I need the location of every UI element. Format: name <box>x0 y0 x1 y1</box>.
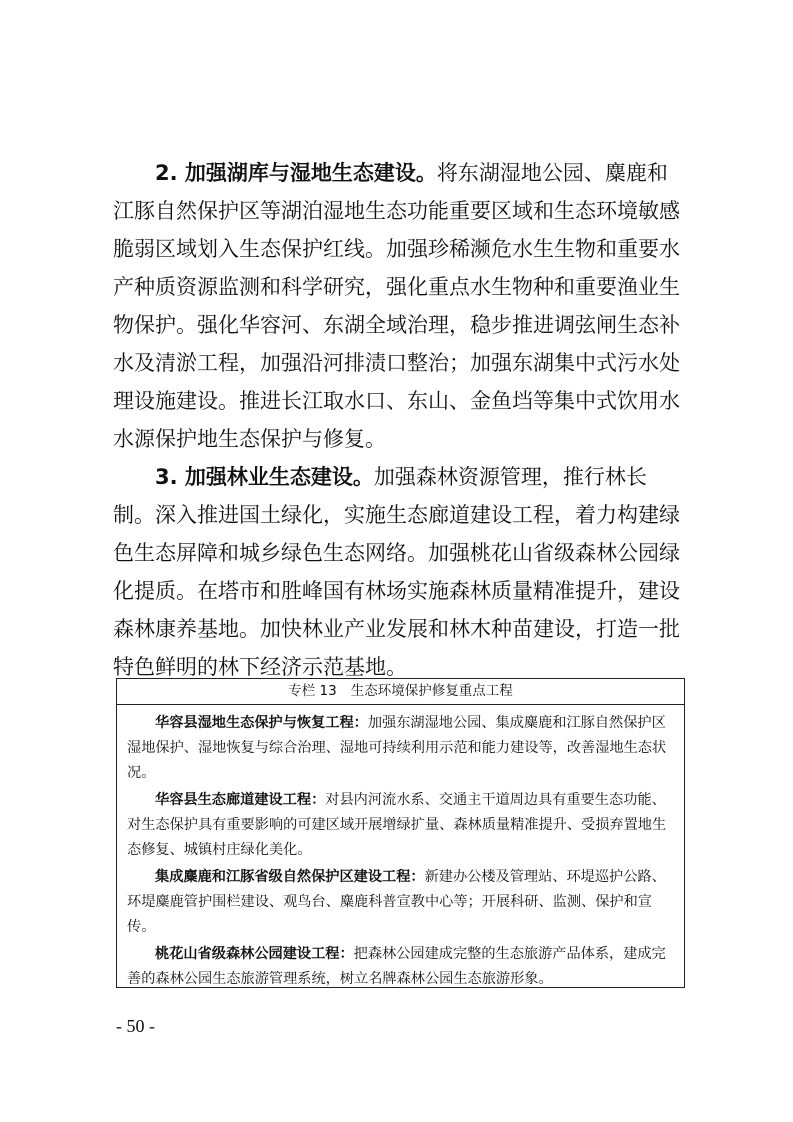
page-number: - 50 - <box>116 1016 155 1036</box>
paragraph-heading: 3. 加强林业生态建设。 <box>155 465 374 489</box>
project-item <box>127 711 674 786</box>
project-label: 桃花山省级森林公园建设工程： <box>155 946 354 962</box>
paragraph-text: 将东湖湿地公园、麋鹿和江豚自然保护区等湖泊湿地生态功能重要区域和生态环境敏感脆弱区域划入生态保护红线。加强珍稀濒危水生生物和重要水产种质资源监测和科学研究，强化重点水生物种和重要渔业生物保护。强化华容河、东湖全域治理，稳步推进调弦闸生态补水及清淤工程，加强沿河排渍口整治；加强东湖集中式污水处理设施建设。推进长江取水口、东山、金鱼垱等集中式饮用水水源保护地生态保护与修复。 <box>113 161 680 451</box>
project-text: 加强东湖湿地公园、集成麋鹿和江豚自然保护区湿地保护、湿地恢复与综合治理、湿地可持续利用示范和能力建设等，改善湿地生态状况。 <box>127 715 667 781</box>
project-item <box>127 788 674 863</box>
paragraph-text: 加强森林资源管理，推行林长制。深入推进国土绿化，实施生态廊道建设工程，着力构建绿色生态屏障和城乡绿色生态网络。加强桃花山省级森林公园绿化提质。在塔市和胜峰国有林场实施森林质量精准提升，建设森林康养基地。加快林业产业发展和林木种苗建设，打造一批特色鲜明的林下经济示范基地。 <box>113 465 680 679</box>
project-label: 华容县湿地生态保护与恢复工程： <box>155 715 368 731</box>
column-box-title <box>117 679 684 705</box>
column-title: 生态环境保护修复重点工程 <box>350 683 513 699</box>
project-item <box>127 865 674 940</box>
project-item <box>127 942 674 992</box>
project-text: 新建办公楼及管理站、环堤巡护公路、环堤麋鹿管护围栏建设、观鸟台、麋鹿科普宣教中心等；开展科研、监测、保护和宣传。 <box>127 869 666 935</box>
paragraph-heading: 2. 加强湖库与湿地生态建设。 <box>155 161 437 185</box>
paragraph-forestry <box>113 458 683 686</box>
project-text: 对县内河流水系、交通主干道周边具有重要生态功能、对生态保护具有重要影响的可建区域开展增绿扩量、森林质量精准提升、受损弃置地生态修复、城镇村庄绿化美化。 <box>127 792 667 858</box>
project-text: 把森林公园建成完整的生态旅游产品体系，建成完善的森林公园生态旅游管理系统，树立名牌森林公园生态旅游形象。 <box>127 946 666 987</box>
column-box <box>116 678 685 988</box>
paragraph-wetland <box>113 154 683 458</box>
project-label: 集成麋鹿和江豚省级自然保护区建设工程： <box>155 869 425 885</box>
column-number: 专栏 13 <box>288 683 337 699</box>
column-box-items <box>117 705 684 992</box>
body-text <box>113 154 683 686</box>
project-label: 华容县生态廊道建设工程： <box>155 792 326 808</box>
